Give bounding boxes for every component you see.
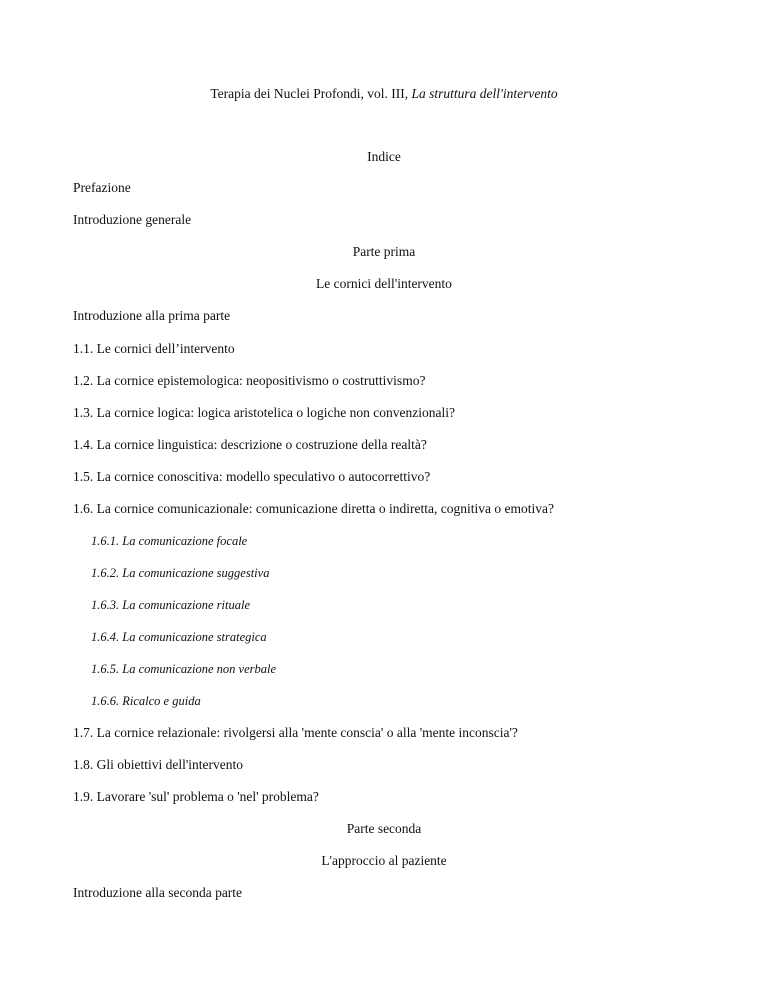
toc-subentry[interactable]: 1.6.1. La comunicazione focale — [91, 534, 248, 548]
document-title — [0, 86, 768, 102]
toc-subentry[interactable]: 1.6.5. La comunicazione non verbale — [91, 662, 277, 676]
toc-subentry[interactable]: 1.6.2. La comunicazione suggestiva — [91, 566, 270, 580]
toc-entry[interactable]: 1.8. Gli obiettivi dell'intervento — [73, 757, 244, 772]
toc-entry[interactable]: 1.9. Lavorare 'sul' problema o 'nel' problema? — [73, 789, 319, 804]
toc-subentry[interactable]: 1.6.4. La comunicazione strategica — [91, 630, 267, 644]
toc-entry[interactable]: 1.7. La cornice relazionale: rivolgersi alla 'mente conscia' o alla 'mente inconscia'? — [73, 725, 518, 740]
part-subtitle: Le cornici dell'intervento — [316, 276, 452, 291]
toc-subentry[interactable]: 1.6.3. La comunicazione rituale — [91, 598, 251, 612]
toc-entry-introduzione-generale[interactable]: Introduzione generale — [73, 212, 192, 227]
toc-entry[interactable]: 1.3. La cornice logica: logica aristotelica o logiche non convenzionali? — [73, 405, 455, 420]
part-subtitle: L'approccio al paziente — [321, 853, 447, 868]
toc-entry[interactable]: 1.6. La cornice comunicazionale: comunicazione diretta o indiretta, cognitiva o emotiva? — [73, 501, 554, 516]
part-heading: Parte seconda — [346, 821, 422, 836]
toc-subentry[interactable]: 1.6.6. Ricalco e guida — [91, 694, 201, 708]
toc-entry[interactable]: 1.1. Le cornici dell’intervento — [73, 341, 235, 356]
toc-entry[interactable]: 1.4. La cornice linguistica: descrizione o costruzione della realtà? — [73, 437, 427, 452]
toc-entry[interactable]: Introduzione alla prima parte — [73, 308, 231, 323]
part-heading: Parte prima — [352, 244, 416, 259]
toc-entry[interactable]: 1.2. La cornice epistemologica: neopositivismo o costruttivismo? — [73, 373, 426, 388]
index-heading: Indice — [367, 149, 401, 164]
toc-entry-prefazione[interactable]: Prefazione — [73, 180, 131, 195]
toc-entry[interactable]: 1.5. La cornice conoscitiva: modello speculativo o autocorrettivo? — [73, 469, 431, 484]
title-plain: Terapia dei Nuclei Profondi, vol. III, — [210, 86, 409, 101]
toc-entry[interactable]: Introduzione alla seconda parte — [73, 885, 243, 900]
title-italic: La struttura dell'intervento — [411, 86, 558, 101]
